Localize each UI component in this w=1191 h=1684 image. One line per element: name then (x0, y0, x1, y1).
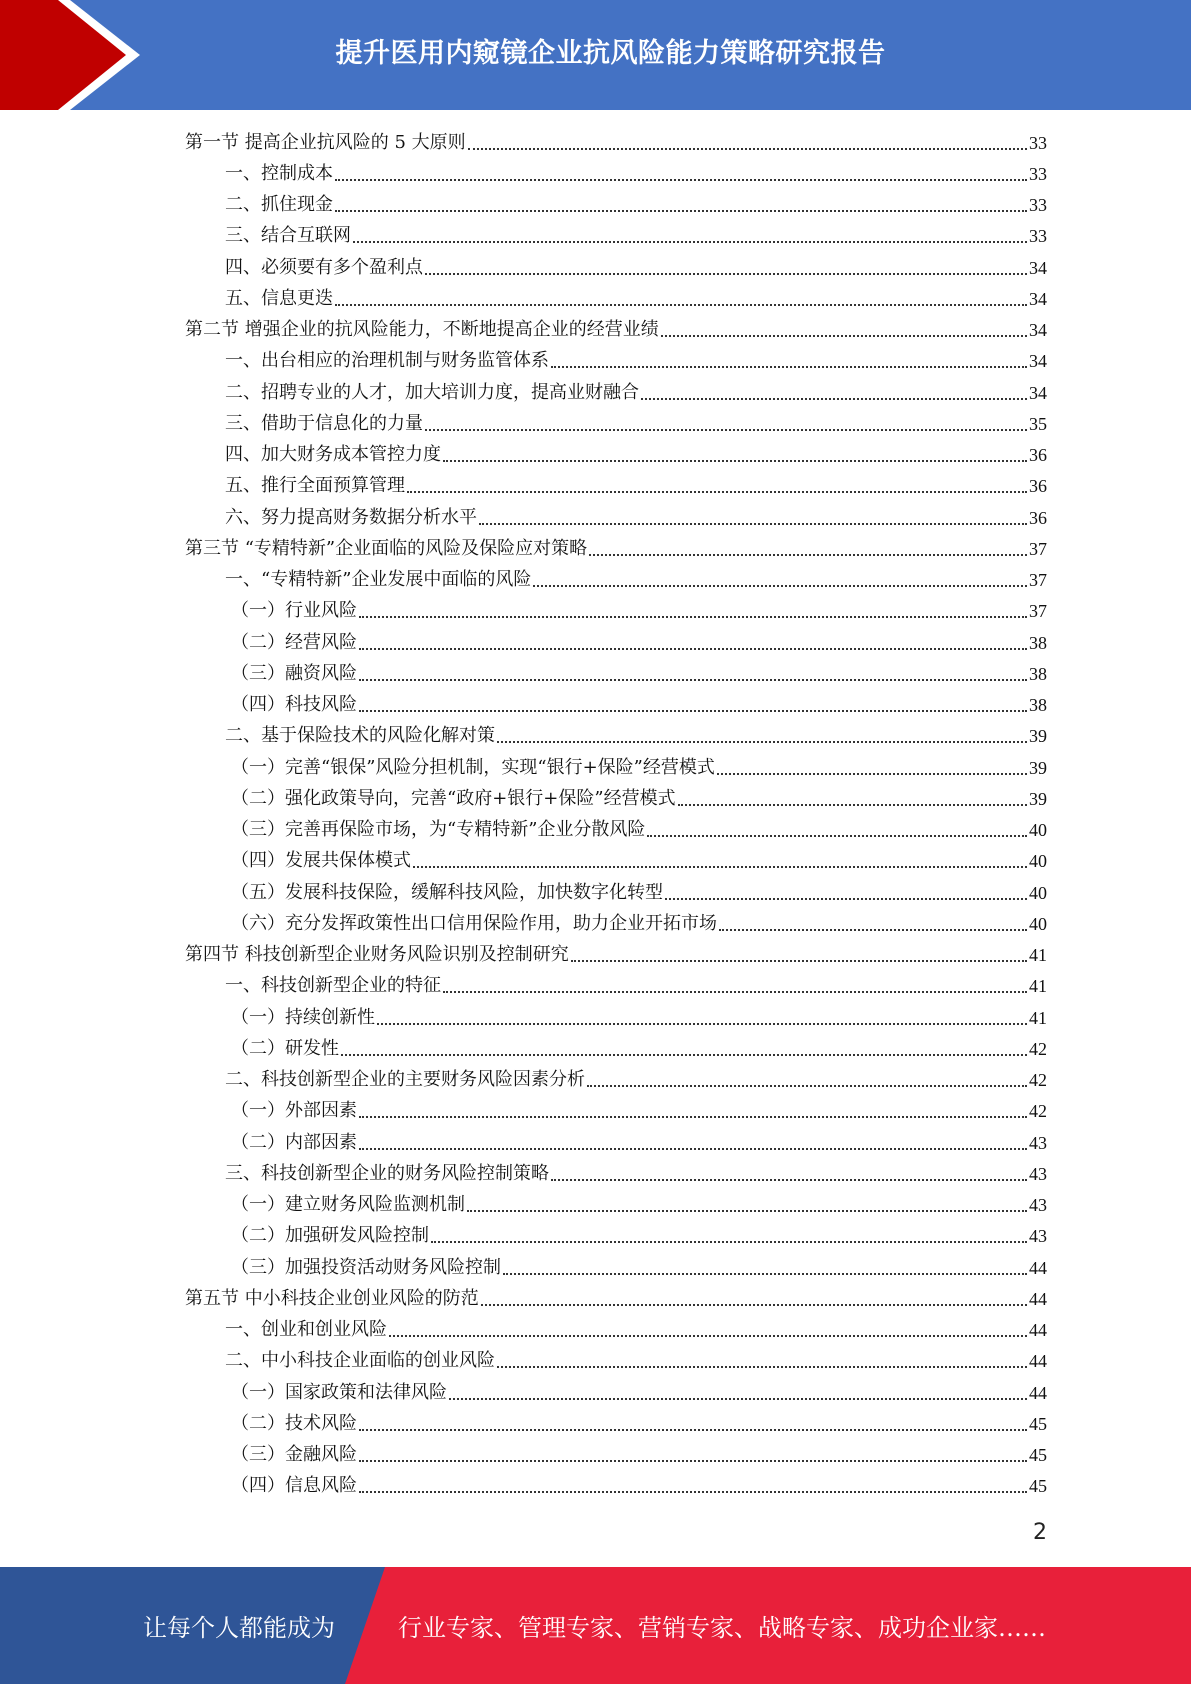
toc-entry[interactable] (185, 1408, 1047, 1439)
footer-slogan-right: 行业专家、管理专家、营销专家、战略专家、成功企业家…… (398, 1614, 1046, 1642)
toc-entry-title: 四、必须要有多个盈利点 (225, 256, 423, 278)
toc-entry-page: 35 (1029, 413, 1047, 434)
toc-entry-title: 六、努力提高财务数据分析水平 (225, 506, 477, 528)
toc-entry-title: （一）国家政策和法律风险 (231, 1381, 447, 1403)
toc-entry-page: 34 (1029, 351, 1047, 372)
toc-entry[interactable] (185, 1002, 1047, 1033)
toc-entry-title: （四）信息风险 (231, 1475, 357, 1497)
toc-entry-page: 44 (1029, 1257, 1047, 1278)
toc-dot-leader (407, 491, 1027, 493)
toc-entry-title: （四）发展共保体模式 (231, 850, 411, 872)
toc-dot-leader (678, 804, 1027, 806)
toc-entry-title: 二、中小科技企业面临的创业风险 (225, 1350, 495, 1372)
toc-entry[interactable] (185, 877, 1047, 908)
toc-entry-title: （二）加强研发风险控制 (231, 1225, 429, 1247)
toc-entry-page: 45 (1029, 1445, 1047, 1466)
toc-entry[interactable] (185, 1377, 1047, 1408)
toc-entry[interactable] (185, 1471, 1047, 1502)
toc-entry[interactable] (185, 908, 1047, 939)
toc-entry-page: 36 (1029, 445, 1047, 466)
toc-entry[interactable] (185, 502, 1047, 533)
toc-entry-page: 34 (1029, 382, 1047, 403)
toc-entry-page: 45 (1029, 1413, 1047, 1434)
toc-entry[interactable] (185, 971, 1047, 1002)
toc-entry-title: （三）金融风险 (231, 1444, 357, 1466)
toc-dot-leader (335, 179, 1027, 181)
toc-entry-title: 五、推行全面预算管理 (225, 475, 405, 497)
toc-entry-page: 38 (1029, 695, 1047, 716)
toc-dot-leader (359, 679, 1027, 681)
toc-entry-page: 33 (1029, 226, 1047, 247)
toc-entry-title: 第四节 科技创新型企业财务风险识别及控制研究 (185, 944, 569, 966)
toc-entry[interactable] (185, 565, 1047, 596)
toc-entry[interactable] (185, 1127, 1047, 1158)
toc-entry-page: 44 (1029, 1351, 1047, 1372)
toc-entry-page: 45 (1029, 1476, 1047, 1497)
toc-entry-page: 34 (1029, 288, 1047, 309)
toc-entry[interactable] (185, 815, 1047, 846)
toc-entry-page: 40 (1029, 882, 1047, 903)
toc-dot-leader (533, 585, 1027, 587)
toc-dot-leader (359, 1460, 1027, 1462)
toc-entry-title: （三）加强投资活动财务风险控制 (231, 1256, 501, 1278)
toc-dot-leader (335, 210, 1027, 212)
toc-entry-title: （一）建立财务风险监测机制 (231, 1194, 465, 1216)
toc-entry-title: 二、招聘专业的人才，加大培训力度，提高业财融合 (225, 381, 639, 403)
toc-dot-leader (353, 241, 1027, 243)
toc-entry[interactable] (185, 1190, 1047, 1221)
toc-entry-title: （二）经营风险 (231, 631, 357, 653)
toc-entry-title: 四、加大财务成本管控力度 (225, 444, 441, 466)
toc-entry[interactable] (185, 1221, 1047, 1252)
toc-entry[interactable] (185, 377, 1047, 408)
toc-entry-page: 41 (1029, 976, 1047, 997)
toc-entry-title: （三）完善再保险市场，为“专精特新”企业分散风险 (231, 819, 646, 841)
toc-dot-leader (341, 1054, 1027, 1056)
toc-entry-page: 44 (1029, 1382, 1047, 1403)
toc-entry-page: 39 (1029, 726, 1047, 747)
toc-entry-title: 三、借助于信息化的力量 (225, 412, 423, 434)
toc-entry-title: 二、科技创新型企业的主要财务风险因素分析 (225, 1069, 585, 1091)
footer-slogan-left: 让每个人都能成为 (143, 1614, 335, 1642)
toc-entry[interactable] (185, 346, 1047, 377)
toc-dot-leader (479, 523, 1027, 525)
toc-entry-page: 44 (1029, 1320, 1047, 1341)
toc-entry-page: 38 (1029, 632, 1047, 653)
toc-entry-title: 第一节 提高企业抗风险的 5 大原则 (185, 131, 466, 153)
toc-entry-page: 36 (1029, 476, 1047, 497)
toc-entry-page: 37 (1029, 570, 1047, 591)
toc-entry[interactable] (185, 1440, 1047, 1471)
toc-entry-page: 39 (1029, 788, 1047, 809)
toc-entry-page: 38 (1029, 663, 1047, 684)
toc-entry-title: （一）行业风险 (231, 600, 357, 622)
toc-dot-leader (551, 1179, 1027, 1181)
toc-entry[interactable] (185, 690, 1047, 721)
toc-entry-page: 34 (1029, 257, 1047, 278)
page-number: 2 (1033, 1520, 1047, 1545)
toc-dot-leader (468, 148, 1027, 150)
toc-dot-leader (503, 1273, 1027, 1275)
toc-dot-leader (389, 1335, 1027, 1337)
toc-entry-page: 43 (1029, 1226, 1047, 1247)
toc-entry[interactable] (185, 127, 1047, 158)
toc-entry[interactable] (185, 1096, 1047, 1127)
toc-dot-leader (413, 866, 1027, 868)
toc-entry-title: 一、控制成本 (225, 162, 333, 184)
toc-entry-title: （二）技术风险 (231, 1412, 357, 1434)
toc-entry-title: 一、“专精特新”企业发展中面临的风险 (225, 569, 532, 591)
toc-entry[interactable] (185, 752, 1047, 783)
toc-entry-title: 第五节 中小科技企业创业风险的防范 (185, 1287, 479, 1309)
toc-entry[interactable] (185, 1065, 1047, 1096)
toc-dot-leader (359, 1116, 1027, 1118)
toc-dot-leader (425, 429, 1027, 431)
toc-entry-title: （三）融资风险 (231, 662, 357, 684)
toc-entry[interactable] (185, 315, 1047, 346)
toc-entry-page: 42 (1029, 1038, 1047, 1059)
toc-dot-leader (719, 929, 1027, 931)
toc-entry-title: （一）外部因素 (231, 1100, 357, 1122)
toc-dot-leader (665, 898, 1027, 900)
toc-dot-leader (359, 1148, 1027, 1150)
toc-entry[interactable] (185, 940, 1047, 971)
toc-entry-title: 一、创业和创业风险 (225, 1319, 387, 1341)
toc-entry-page: 43 (1029, 1163, 1047, 1184)
toc-entry-page: 43 (1029, 1132, 1047, 1153)
toc-dot-leader (359, 1491, 1027, 1493)
toc-entry-title: （四）科技风险 (231, 694, 357, 716)
page-footer (0, 1567, 1191, 1684)
toc-entry-page: 33 (1029, 163, 1047, 184)
table-of-contents (185, 127, 1047, 1502)
toc-entry-page: 44 (1029, 1288, 1047, 1309)
toc-entry-page: 42 (1029, 1101, 1047, 1122)
toc-entry-title: （五）发展科技保险，缓解科技风险，加快数字化转型 (231, 881, 663, 903)
toc-entry[interactable] (185, 1252, 1047, 1283)
toc-entry-title: 三、科技创新型企业的财务风险控制策略 (225, 1162, 549, 1184)
toc-entry-title: 二、基于保险技术的风险化解对策 (225, 725, 495, 747)
toc-entry-page: 40 (1029, 851, 1047, 872)
toc-entry-page: 43 (1029, 1195, 1047, 1216)
page-header (0, 0, 1191, 110)
toc-entry[interactable] (185, 627, 1047, 658)
toc-dot-leader (443, 460, 1027, 462)
toc-entry-title: （二）内部因素 (231, 1131, 357, 1153)
toc-entry-title: 第三节 “专精特新”企业面临的风险及保险应对策略 (185, 537, 588, 559)
toc-dot-leader (359, 616, 1027, 618)
toc-entry[interactable] (185, 190, 1047, 221)
toc-dot-leader (359, 1429, 1027, 1431)
toc-dot-leader (641, 398, 1027, 400)
toc-entry[interactable] (185, 783, 1047, 814)
toc-dot-leader (661, 335, 1027, 337)
toc-entry-page: 42 (1029, 1070, 1047, 1091)
toc-entry-title: 五、信息更迭 (225, 287, 333, 309)
toc-entry-page: 37 (1029, 538, 1047, 559)
toc-entry-title: （二）强化政策导向，完善“政府+银行+保险”经营模式 (231, 787, 676, 809)
toc-dot-leader (497, 1366, 1027, 1368)
toc-dot-leader (443, 991, 1027, 993)
toc-dot-leader (449, 1398, 1027, 1400)
toc-entry[interactable] (185, 1033, 1047, 1064)
toc-entry-title: 三、结合互联网 (225, 225, 351, 247)
toc-entry-title: （一）完善“银保”风险分担机制，实现“银行+保险”经营模式 (231, 756, 715, 778)
toc-entry-title: 二、抓住现金 (225, 194, 333, 216)
toc-entry[interactable] (185, 221, 1047, 252)
toc-entry[interactable] (185, 533, 1047, 564)
toc-entry-title: （六）充分发挥政策性出口信用保险作用，助力企业开拓市场 (231, 912, 717, 934)
toc-dot-leader (589, 554, 1027, 556)
toc-entry[interactable] (185, 408, 1047, 439)
toc-dot-leader (497, 741, 1027, 743)
toc-entry-page: 36 (1029, 507, 1047, 528)
toc-entry[interactable] (185, 440, 1047, 471)
toc-entry[interactable] (185, 1346, 1047, 1377)
toc-entry[interactable] (185, 658, 1047, 689)
toc-entry-title: 一、科技创新型企业的特征 (225, 975, 441, 997)
toc-dot-leader (425, 273, 1027, 275)
toc-dot-leader (647, 835, 1027, 837)
toc-dot-leader (717, 773, 1027, 775)
toc-entry[interactable] (185, 283, 1047, 314)
toc-entry-title: 一、出台相应的治理机制与财务监管体系 (225, 350, 549, 372)
toc-entry[interactable] (185, 846, 1047, 877)
toc-entry-page: 33 (1029, 195, 1047, 216)
toc-entry-page: 34 (1029, 320, 1047, 341)
toc-entry[interactable] (185, 158, 1047, 189)
toc-entry-page: 37 (1029, 601, 1047, 622)
toc-entry[interactable] (185, 721, 1047, 752)
toc-entry[interactable] (185, 596, 1047, 627)
toc-dot-leader (551, 366, 1027, 368)
toc-entry[interactable] (185, 471, 1047, 502)
toc-dot-leader (481, 1304, 1027, 1306)
toc-dot-leader (359, 648, 1027, 650)
toc-entry-title: （二）研发性 (231, 1037, 339, 1059)
toc-dot-leader (467, 1210, 1027, 1212)
toc-entry-title: （一）持续创新性 (231, 1006, 375, 1028)
toc-entry-title: 第二节 增强企业的抗风险能力，不断地提高企业的经营业绩 (185, 319, 659, 341)
toc-dot-leader (335, 304, 1027, 306)
toc-entry-page: 41 (1029, 1007, 1047, 1028)
toc-entry-page: 40 (1029, 820, 1047, 841)
toc-dot-leader (359, 710, 1027, 712)
toc-dot-leader (431, 1241, 1027, 1243)
toc-dot-leader (571, 960, 1027, 962)
document-title: 提升医用内窥镜企业抗风险能力策略研究报告 (335, 37, 886, 69)
toc-entry[interactable] (185, 252, 1047, 283)
toc-dot-leader (587, 1085, 1027, 1087)
toc-entry[interactable] (185, 1315, 1047, 1346)
toc-entry-page: 33 (1029, 132, 1047, 153)
toc-entry-page: 39 (1029, 757, 1047, 778)
toc-entry[interactable] (185, 1158, 1047, 1189)
toc-entry[interactable] (185, 1283, 1047, 1314)
toc-entry-page: 40 (1029, 913, 1047, 934)
toc-entry-page: 41 (1029, 945, 1047, 966)
toc-dot-leader (377, 1023, 1027, 1025)
